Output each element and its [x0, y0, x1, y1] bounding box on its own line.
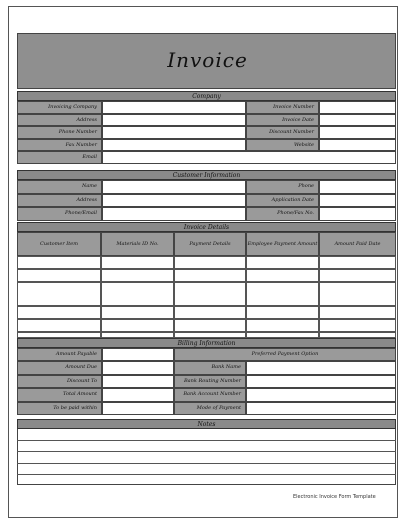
table-cell[interactable] — [17, 269, 101, 282]
table-cell[interactable] — [101, 256, 174, 269]
table-cell[interactable] — [17, 306, 101, 319]
notes-line — [17, 463, 396, 464]
label-phone-email: Phone/Email — [17, 207, 102, 221]
field-invoice-date[interactable] — [319, 114, 396, 127]
column-header-customer-item — [17, 232, 101, 256]
field-discount-number[interactable] — [319, 126, 396, 139]
footer-text: Electronic Invoice Form Template — [293, 494, 376, 500]
label-invoicing-company: Invoicing Company — [17, 101, 102, 114]
label-name: Name — [17, 180, 102, 194]
table-cell[interactable] — [174, 256, 246, 269]
label-total-amount: Total Amount — [17, 388, 102, 401]
table-cell[interactable] — [174, 269, 246, 282]
field-amount-due[interactable] — [102, 361, 174, 374]
table-cell[interactable] — [101, 319, 174, 332]
table-cell[interactable] — [17, 256, 101, 269]
label-discount-number: Discount Number — [246, 126, 319, 139]
table-cell[interactable] — [101, 269, 174, 282]
page-title: Invoice — [167, 48, 248, 72]
field-invoicing-company[interactable] — [102, 101, 246, 114]
table-cell[interactable] — [319, 282, 396, 306]
label-mode-of-payment: Mode of Payment — [174, 402, 246, 415]
table-cell[interactable] — [246, 269, 319, 282]
label-phone-fax-no: Phone/Fax No. — [246, 207, 319, 221]
field-website[interactable] — [319, 139, 396, 152]
label-discount-to: Discount To — [17, 375, 102, 388]
table-cell[interactable] — [174, 306, 246, 319]
table-cell[interactable] — [319, 306, 396, 319]
field-customer-application-date[interactable] — [319, 194, 396, 208]
notes-line — [17, 474, 396, 475]
label-amount-payable: Amount Payable — [17, 348, 102, 361]
label-phone-number: Phone Number — [17, 126, 102, 139]
table-cell[interactable] — [17, 319, 101, 332]
table-cell[interactable] — [246, 256, 319, 269]
table-cell[interactable] — [174, 282, 246, 306]
invoice-form — [8, 6, 398, 518]
column-header-label: Materials ID No. — [116, 241, 159, 247]
field-phone-number[interactable] — [102, 126, 246, 139]
column-header-label: Amount Paid Date — [334, 241, 381, 247]
label-website: Website — [246, 139, 319, 152]
field-total-amount[interactable] — [102, 388, 174, 401]
column-header-label: Customer Item — [40, 241, 78, 247]
field-bank-routing-number[interactable] — [246, 375, 396, 388]
field-email[interactable] — [102, 151, 396, 164]
label-invoice-date: Invoice Date — [246, 114, 319, 127]
table-cell[interactable] — [319, 319, 396, 332]
table-cell[interactable] — [319, 256, 396, 269]
field-customer-address[interactable] — [102, 194, 246, 208]
field-customer-name[interactable] — [102, 180, 246, 194]
section-header-billing: Billing Information — [17, 338, 396, 348]
table-cell[interactable] — [319, 269, 396, 282]
notes-line — [17, 440, 396, 441]
field-customer-phone-email[interactable] — [102, 207, 246, 221]
table-cell[interactable] — [17, 282, 101, 306]
field-customer-phone-fax-no[interactable] — [319, 207, 396, 221]
column-header-employee-payment-amount — [246, 232, 319, 256]
title-band — [17, 33, 396, 89]
label-address: Address — [17, 114, 102, 127]
field-mode-of-payment[interactable] — [246, 402, 396, 415]
label-fax-number: Fax Number — [17, 139, 102, 152]
section-header-notes: Notes — [17, 419, 396, 429]
section-header-customer: Customer Information — [17, 170, 396, 180]
label-preferred-payment-option: Preferred Payment Option — [174, 348, 396, 361]
table-cell[interactable] — [246, 282, 319, 306]
label-phone: Phone — [246, 180, 319, 194]
field-fax-number[interactable] — [102, 139, 246, 152]
label-address: Address — [17, 194, 102, 208]
label-application-date: Application Date — [246, 194, 319, 208]
notes-box[interactable] — [17, 429, 396, 485]
field-amount-payable[interactable] — [102, 348, 174, 361]
field-customer-phone[interactable] — [319, 180, 396, 194]
label-bank-routing-number: Bank Routing Number — [174, 375, 246, 388]
notes-line — [17, 451, 396, 452]
label-bank-name: Bank Name — [174, 361, 246, 374]
field-bank-name[interactable] — [246, 361, 396, 374]
label-email: Email — [17, 151, 102, 164]
label-amount-due: Amount Due — [17, 361, 102, 374]
field-discount-to[interactable] — [102, 375, 174, 388]
column-header-materials-id-no — [101, 232, 174, 256]
table-cell[interactable] — [246, 306, 319, 319]
table-cell[interactable] — [174, 319, 246, 332]
field-invoice-number[interactable] — [319, 101, 396, 114]
column-header-payment-details — [174, 232, 246, 256]
field-to-be-paid-within[interactable] — [102, 402, 174, 415]
column-header-label: Employee Payment Amount — [247, 241, 318, 247]
table-cell[interactable] — [101, 306, 174, 319]
column-header-label: Payment Details — [189, 241, 231, 247]
section-header-invoice-details: Invoice Details — [17, 222, 396, 232]
section-header-company: Company — [17, 91, 396, 101]
label-to-be-paid-within: To be paid within — [17, 402, 102, 415]
label-invoice-number: Invoice Number — [246, 101, 319, 114]
table-cell[interactable] — [101, 282, 174, 306]
table-cell[interactable] — [246, 319, 319, 332]
column-header-amount-paid-date — [319, 232, 396, 256]
field-address[interactable] — [102, 114, 246, 127]
field-bank-account-number[interactable] — [246, 388, 396, 401]
label-bank-account-number: Bank Account Number — [174, 388, 246, 401]
